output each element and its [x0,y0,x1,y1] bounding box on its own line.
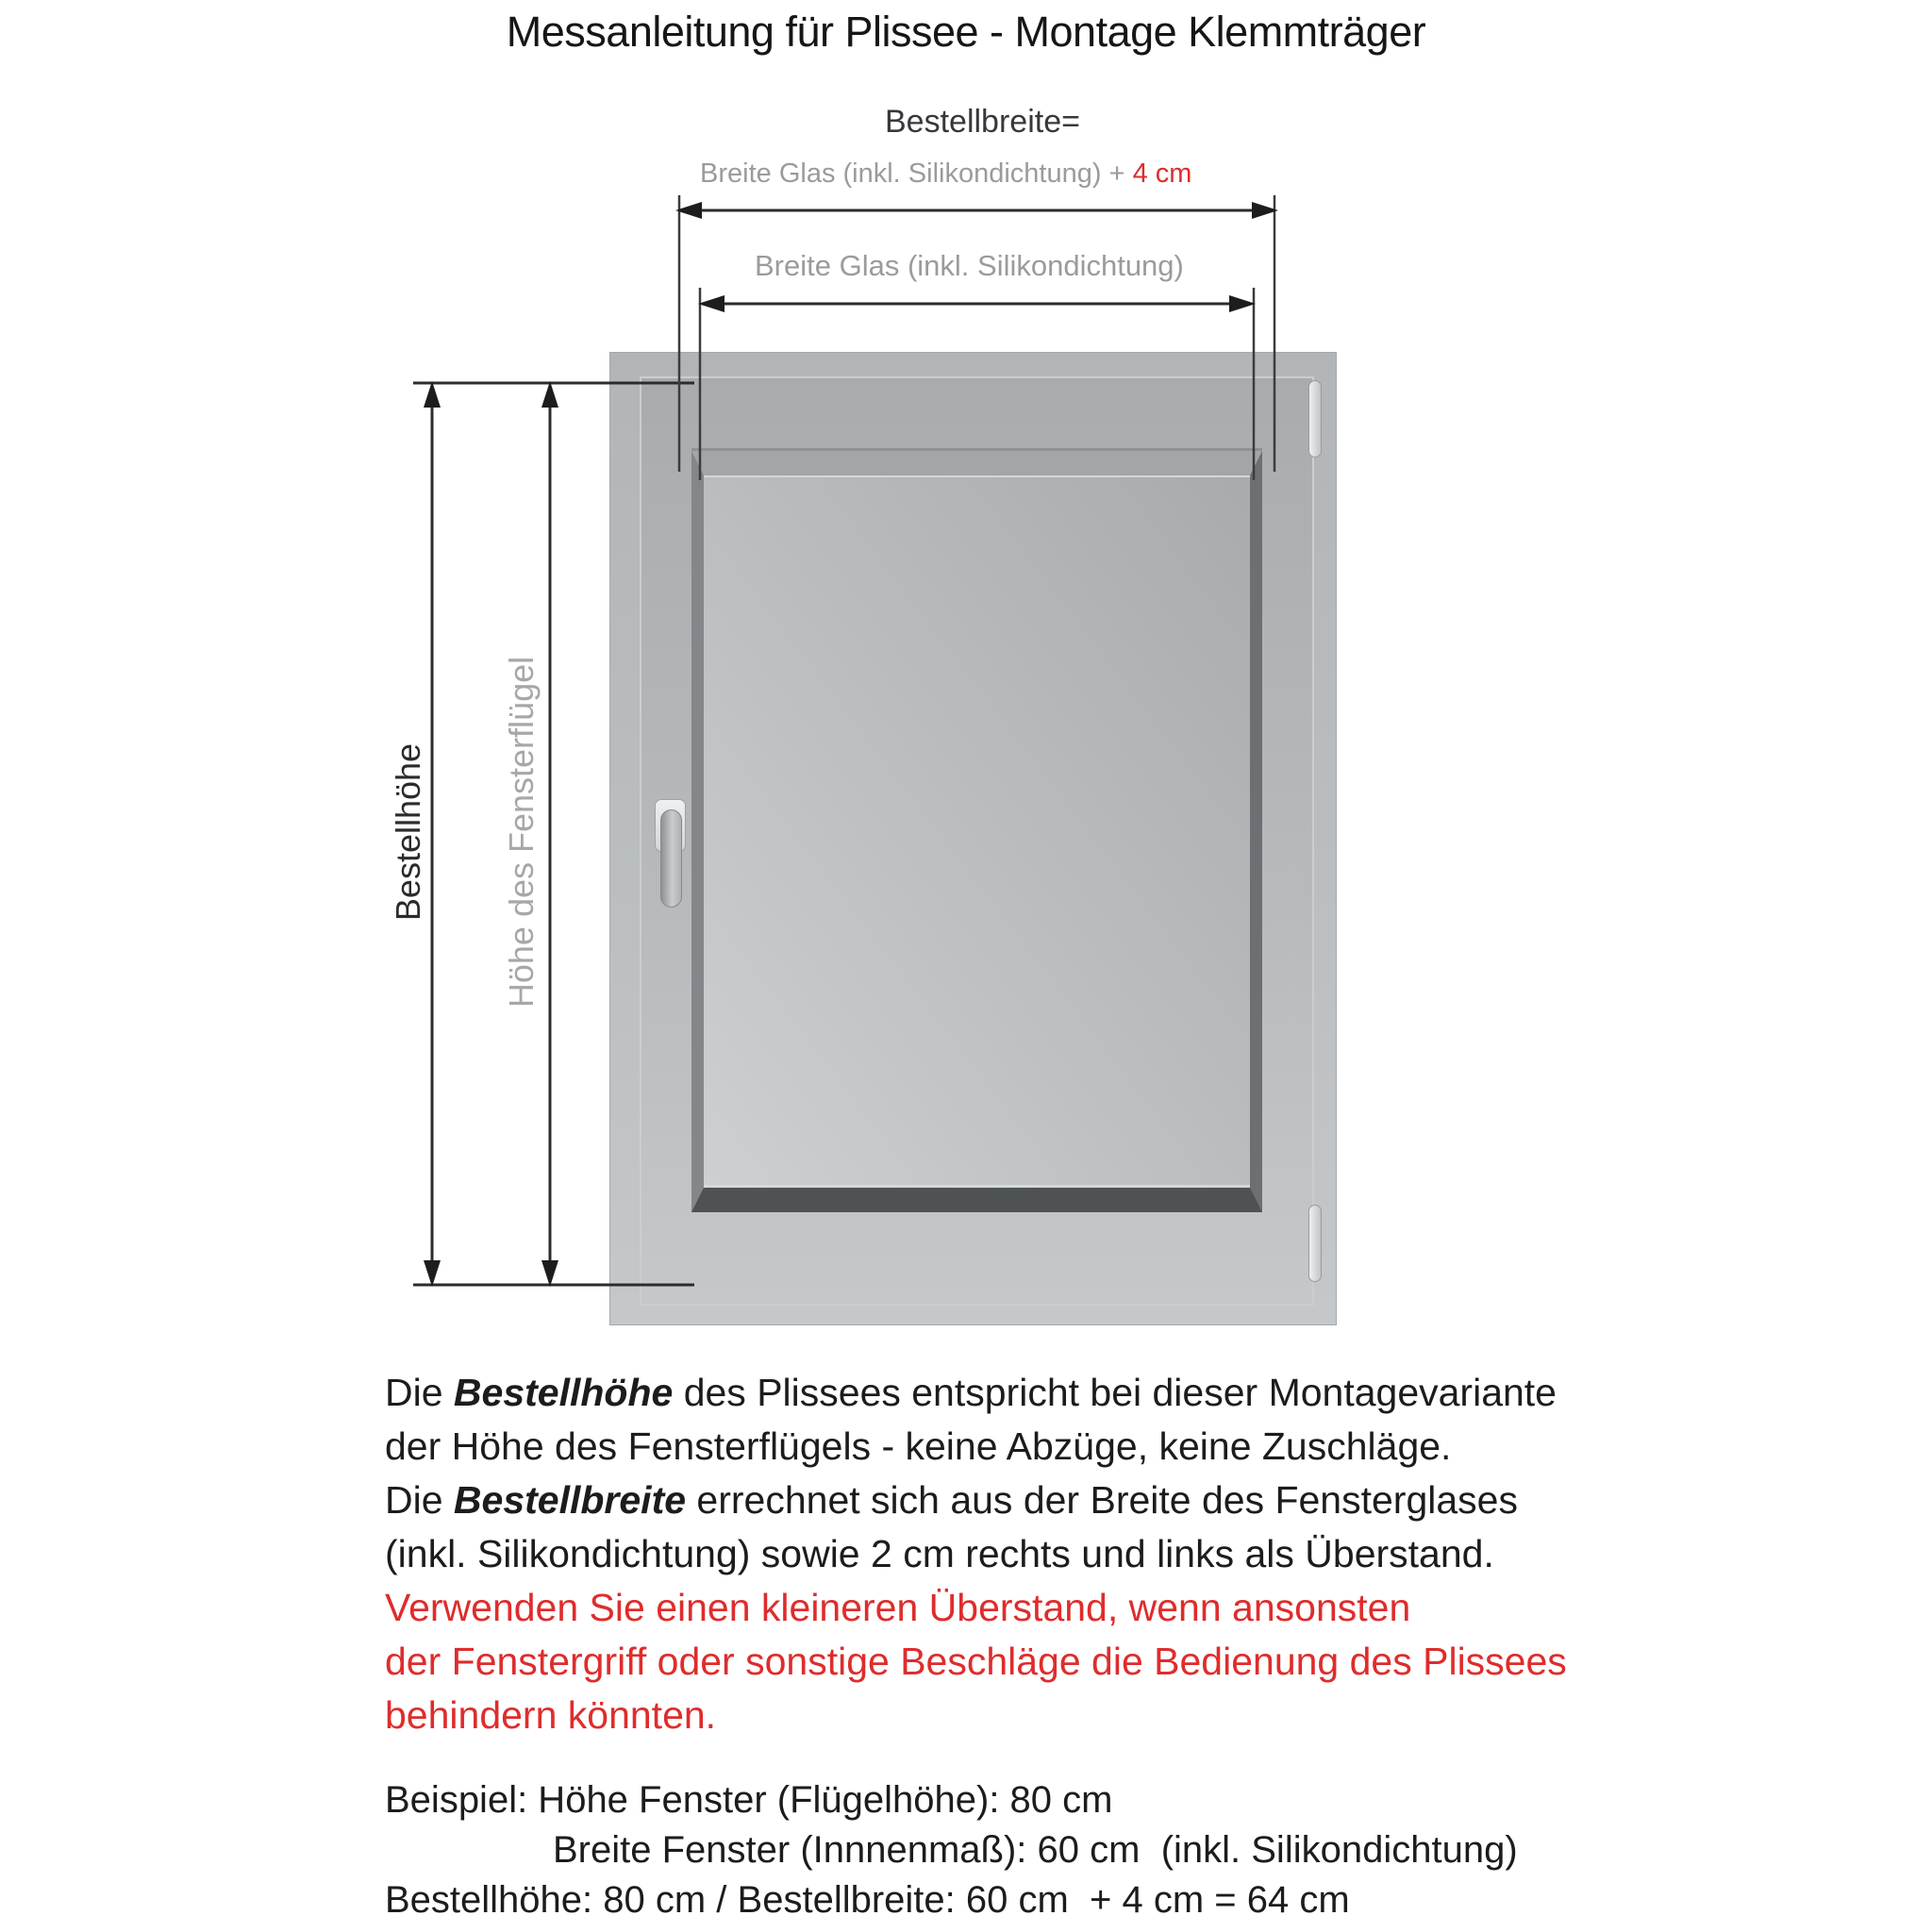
window-hinge-bottom [1308,1205,1322,1282]
note-line-4: (inkl. Silikondichtung) sowie 2 cm rechts und links als Überstand. [385,1532,1494,1575]
label-plus-4cm-value: 4 cm [1132,158,1192,189]
emphasis-bestellhoehe: Bestellhöhe [453,1371,674,1414]
note-line-3: Die Bestellbreite errechnet sich aus der Breite des Fensterglases [385,1478,1518,1522]
label-glass-width-plus [700,158,1191,190]
label-glass-width: Breite Glas (inkl. Silikondichtung) [755,249,1184,282]
notes-paragraphs [385,1366,1567,1742]
label-order-width: Bestellbreite= [885,104,1080,140]
example-line-1: Beispiel: Höhe Fenster (Flügelhöhe): 80 cm [385,1779,1113,1821]
note-line-1: Die Bestellhöhe des Plissees entspricht bei dieser Montagevariante [385,1371,1557,1414]
example-block [385,1775,1518,1925]
page-title: Messanleitung für Plissee - Montage Klemmträger [506,8,1426,56]
label-sash-height: Höhe des Fensterflügel [502,656,541,1008]
example-line-3: Bestellhöhe: 80 cm / Bestellbreite: 60 cm + 4 cm = 64 cm [385,1879,1350,1921]
warning-line-3: behindern könnten. [385,1693,717,1737]
window-handle-icon [660,809,682,908]
warning-line-2: der Fenstergriff oder sonstige Beschläge die Bedienung des Plissees [385,1640,1567,1683]
example-line-2: Breite Fenster (Innnenmaß): 60 cm (inkl. Silikondichtung) [553,1829,1518,1871]
emphasis-bestellbreite: Bestellbreite [453,1478,687,1522]
label-order-height: Bestellhöhe [389,742,427,922]
window-hinge-top [1308,380,1322,458]
warning-line-1: Verwenden Sie einen kleineren Überstand, wenn ansonsten [385,1586,1411,1629]
window-glass [691,451,1262,1212]
label-glass-width-plus-prefix: Breite Glas (inkl. Silikondichtung) + [700,158,1133,189]
note-line-2: der Höhe des Fensterflügels - keine Abzüge, keine Zuschläge. [385,1424,1452,1468]
